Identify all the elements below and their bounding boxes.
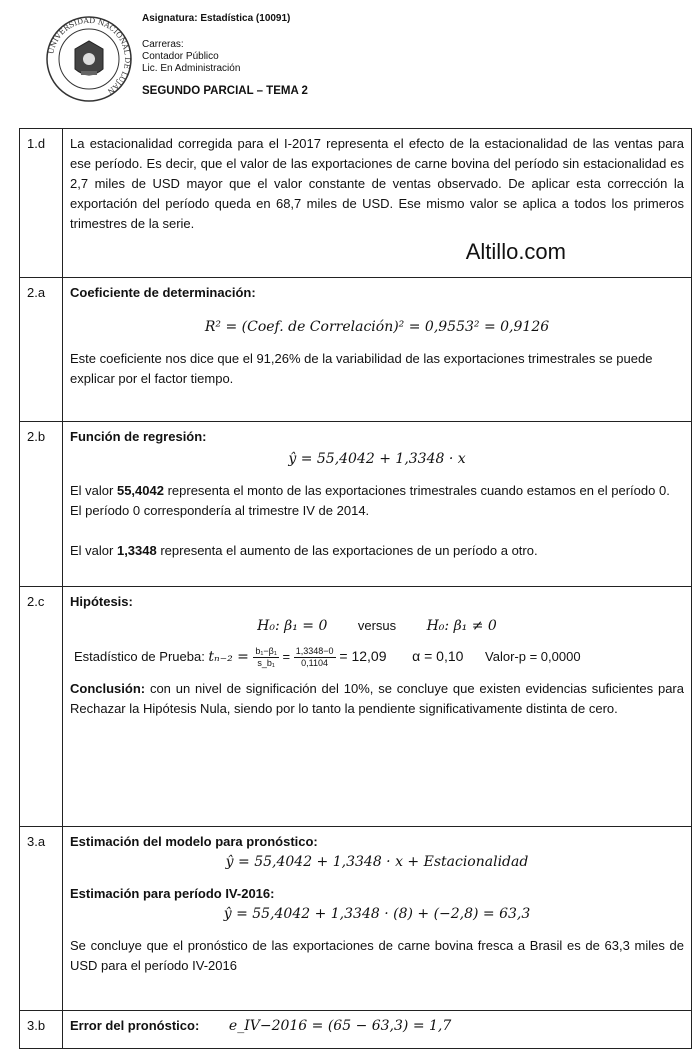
- career-2: Lic. En Administración: [142, 63, 241, 74]
- answers-table: [19, 128, 692, 1049]
- answer-text: Este coeficiente nos dice que el 91,26% de la variabilidad de las exportaciones trimestrales se puede explicar por el factor tiempo.: [70, 351, 653, 386]
- formula: ŷ = 55,4042 + 1,3348 · x: [288, 451, 466, 467]
- row-content: [63, 278, 692, 422]
- answer-text: La estacionalidad corregida para el I-2017 representa el efecto de la estacionalidad de las ventas para ese período. Es decir, que el valor de las exportaciones de carne bovina del período sin estacionalidad es 2,7 miles de USD mayor que el valor constante de ventas observado. De aplicar esta corrección la exportación del período queda en 68,7 miles de USD. Ese mismo valor se aplica a todos los primeros trimestres de la serie.: [70, 136, 684, 231]
- formula: R² = (Coef. de Correlación)² = 0,9553² = 0,9126: [204, 319, 550, 335]
- svg-text:UNIVERSIDAD NACIONAL DE LUJAN: UNIVERSIDAD NACIONAL DE LUJAN: [46, 15, 133, 97]
- row-content: [63, 587, 692, 827]
- careers-label: Carreras:: [142, 39, 184, 50]
- row-content: [63, 129, 692, 278]
- row-number: 2.a: [20, 278, 63, 422]
- answer-heading: Coeficiente de determinación:: [70, 285, 256, 300]
- row-number: 2.c: [20, 587, 63, 827]
- answer-heading: Error del pronóstico:: [70, 1018, 200, 1033]
- table-row: [20, 827, 692, 1011]
- subject-line: Asignatura: Estadística (10091): [142, 13, 291, 24]
- table-row: [20, 129, 692, 278]
- answer-heading: Hipótesis:: [70, 594, 133, 609]
- formula: ŷ = 55,4042 + 1,3348 · (8) + (−2,8) = 63,3: [223, 906, 531, 922]
- answer-text: Se concluye que el pronóstico de las exportaciones de carne bovina fresca a Brasil es de 63,3 miles de USD para el período IV-2016: [70, 938, 684, 973]
- exam-title: SEGUNDO PARCIAL – TEMA 2: [142, 85, 308, 97]
- formula: e_IV−2016 = (65 − 63,3) = 1,7: [228, 1018, 452, 1034]
- row-content: [63, 422, 692, 587]
- document-header: [0, 0, 700, 120]
- conclusion-text: Conclusión: con un nivel de significación del 10%, se concluye que existen evidencias suficientes para Rechazar la Hipótesis Nula, siendo por lo tanto la pendiente significativamente distinta de cero.: [70, 681, 684, 717]
- row-number: 2.b: [20, 422, 63, 587]
- answer-heading: Estimación para período IV-2016:: [70, 886, 275, 901]
- table-row: [20, 422, 692, 587]
- answer-heading: Estimación del modelo para pronóstico:: [70, 834, 318, 849]
- career-1: Contador Público: [142, 51, 219, 62]
- row-number: 3.a: [20, 827, 63, 1011]
- row-content: [63, 1011, 692, 1049]
- test-statistic: Estadístico de Prueba: tₙ₋₂ = $\frac{\text{b₁−β₁}}{\text{s\_b₁}}$ = $\frac{1,3348-0}{0,1104}$ = 12,09 α = 0,10 Valor-p = 0,0000: [74, 646, 581, 669]
- fraction: $\frac{1,3348-0}{0,1104}$: [295, 646, 334, 669]
- formula: ŷ = 55,4042 + 1,3348 · x + Estacionalidad: [225, 854, 529, 870]
- watermark-text: Altillo.com: [465, 239, 566, 264]
- row-content: [63, 827, 692, 1011]
- hypotheses: H₀: β₁ = 0 versus H₀: β₁ ≠ 0: [257, 618, 497, 634]
- table-row: [20, 587, 692, 827]
- header-text: [142, 13, 308, 97]
- row-number: 1.d: [20, 129, 63, 278]
- answer-text: El valor 55,4042 representa el monto de las exportaciones trimestrales cuando estamos en el período 0. El período 0 correspondería al trimestre IV de 2014.: [70, 483, 670, 518]
- row-number: 3.b: [20, 1011, 63, 1049]
- answer-heading: Función de regresión:: [70, 429, 207, 444]
- fraction: $\frac{\text{b₁−β₁}}{\text{s\_b₁}}$: [255, 646, 277, 669]
- answer-text: El valor 1,3348 representa el aumento de las exportaciones de un período a otro.: [70, 543, 538, 558]
- university-seal-icon: [45, 15, 133, 103]
- table-row: [20, 1011, 692, 1049]
- table-row: [20, 278, 692, 422]
